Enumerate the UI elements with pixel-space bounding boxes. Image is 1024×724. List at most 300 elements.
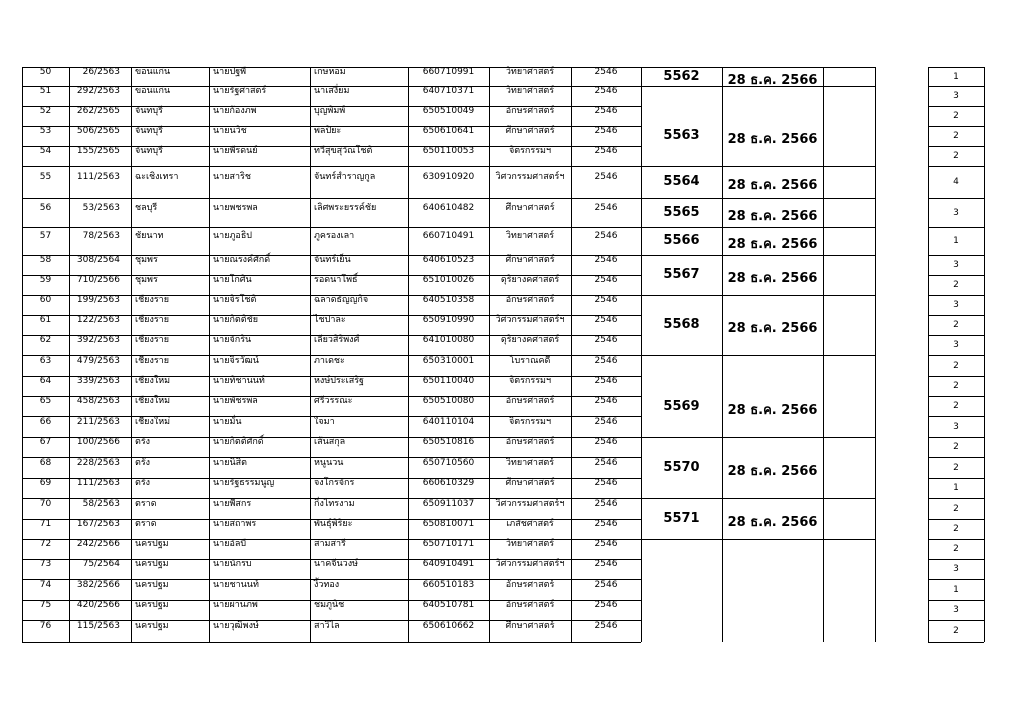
cell-count: 2 (953, 151, 959, 161)
cell-doc: 115/2563 (76, 621, 120, 631)
cell-count: 2 (953, 381, 959, 391)
cell-sid: 651010026 (422, 275, 475, 285)
cell-first: นายจิรวัฒน์ (213, 356, 259, 366)
count-row-line (928, 355, 984, 356)
cell-prov: จันทบุรี (135, 106, 163, 116)
cell-no: 53 (39, 126, 52, 136)
cell-no: 63 (39, 356, 52, 366)
group-number: 5563 (663, 128, 700, 143)
cell-first: นายอัลบี (213, 539, 247, 549)
cell-count: 2 (953, 131, 959, 141)
count-row-line (928, 315, 984, 316)
group-number: 5567 (663, 267, 700, 282)
count-row-line (928, 620, 984, 621)
cell-first: นายนวิช (213, 126, 247, 136)
cell-last: พันธุ์พิริยะ (314, 519, 353, 529)
cell-count: 2 (953, 626, 959, 636)
table-column-line (22, 67, 23, 642)
table-row-line (22, 227, 641, 228)
count-row-line (928, 335, 984, 336)
cell-doc: 382/2566 (76, 580, 120, 590)
cell-fac: วิศวกรรมศาสตร์ฯ (495, 559, 565, 569)
cell-prov: นครปฐม (135, 539, 169, 549)
cell-last: บุญพิมพ์ (314, 106, 346, 116)
group-row-line (641, 255, 875, 256)
cell-no: 71 (39, 519, 52, 529)
group-number: 5568 (663, 317, 700, 332)
cell-no: 68 (39, 458, 52, 468)
cell-year: 2546 (594, 172, 618, 182)
cell-fac: จิตรกรรมฯ (508, 417, 552, 427)
cell-prov: ตรัง (135, 437, 151, 447)
table-column-line (571, 67, 572, 642)
cell-fac: ศึกษาศาสตร์ (505, 621, 555, 631)
cell-first: นายมั่น (213, 417, 242, 427)
cell-prov: นครปฐม (135, 580, 169, 590)
cell-fac: วิทยาศาสตร์ (505, 231, 555, 241)
cell-sid: 650510816 (422, 437, 475, 447)
cell-count: 3 (953, 300, 959, 310)
table-column-line (489, 67, 490, 642)
cell-sid: 650110053 (422, 146, 475, 156)
cell-no: 74 (39, 580, 52, 590)
cell-sid: 650911037 (422, 499, 475, 509)
table-row-line (22, 166, 641, 167)
cell-year: 2546 (594, 335, 618, 345)
cell-last: ชมภูนิช (314, 600, 345, 610)
cell-no: 67 (39, 437, 52, 447)
cell-fac: อักษรศาสตร์ (505, 396, 555, 406)
cell-fac: เภสัชศาสตร์ (506, 519, 554, 529)
group-date: 28 ธ.ค. 2566 (727, 209, 818, 224)
cell-first: นายจิรโชติ (213, 295, 257, 305)
cell-no: 60 (39, 295, 52, 305)
table-column-line (310, 67, 311, 642)
cell-fac: วิทยาศาสตร์ (505, 458, 555, 468)
cell-last: ทวีสุขสุวัณโชติ (314, 146, 373, 156)
cell-year: 2546 (594, 539, 618, 549)
cell-fac: วิทยาศาสตร์ (505, 86, 555, 96)
cell-first: นายวุฒิพงษ์ (213, 621, 259, 631)
cell-fac: วิทยาศาสตร์ (505, 539, 555, 549)
cell-year: 2546 (594, 255, 618, 265)
cell-prov: ขอนแก่น (135, 67, 171, 77)
cell-no: 55 (39, 172, 52, 182)
cell-year: 2546 (594, 126, 618, 136)
cell-count: 3 (953, 422, 959, 432)
cell-fac: โบราณคดี (509, 356, 551, 366)
cell-year: 2546 (594, 417, 618, 427)
count-row-line (928, 166, 984, 167)
cell-no: 75 (39, 600, 52, 610)
cell-count: 1 (953, 236, 959, 246)
count-row-line (928, 295, 984, 296)
cell-no: 50 (39, 67, 52, 77)
cell-prov: เชียงใหม่ (135, 396, 171, 406)
cell-first: นายสาริช (213, 172, 251, 182)
cell-last: หนูนวน (314, 458, 344, 468)
cell-doc: 211/2563 (76, 417, 120, 427)
cell-no: 62 (39, 335, 52, 345)
cell-doc: 392/2563 (76, 335, 120, 345)
cell-last: เลิศพระยรรค์ชัย (314, 203, 377, 213)
cell-first: นายณรงค์ศักดิ์ (213, 255, 271, 265)
cell-year: 2546 (594, 559, 618, 569)
group-top-line (641, 67, 875, 68)
cell-no: 73 (39, 559, 52, 569)
cell-sid: 650510049 (422, 106, 475, 116)
count-row-line (928, 559, 984, 560)
cell-last: ภูครองเลา (314, 231, 355, 241)
cell-doc: 75/2564 (82, 559, 120, 569)
cell-last: เลียวสิริพงศ์ (314, 335, 360, 345)
cell-first: นายพัชรพล (213, 396, 258, 406)
table-column-line (131, 67, 132, 642)
cell-doc: 458/2563 (76, 396, 120, 406)
cell-sid: 650710560 (422, 458, 475, 468)
cell-doc: 228/2563 (76, 458, 120, 468)
cell-count: 1 (953, 585, 959, 595)
group-date: 28 ธ.ค. 2566 (727, 237, 818, 252)
group-date: 28 ธ.ค. 2566 (727, 271, 818, 286)
cell-no: 56 (39, 203, 52, 213)
cell-sid: 660510183 (422, 580, 475, 590)
count-row-line (928, 227, 984, 228)
cell-fac: ดุริยางคศาสตร์ (500, 335, 560, 345)
count-row-line (928, 416, 984, 417)
count-row-line (928, 376, 984, 377)
cell-last: สามสารี (314, 539, 346, 549)
cell-year: 2546 (594, 106, 618, 116)
cell-first: นายรัฐศาสตร์ (213, 86, 267, 96)
table-column-line (69, 67, 70, 642)
cell-first: นายปฐพี (213, 67, 247, 77)
cell-year: 2546 (594, 203, 618, 213)
cell-doc: 78/2563 (82, 231, 120, 241)
cell-sid: 650310001 (422, 356, 475, 366)
cell-prov: นครปฐม (135, 621, 169, 631)
count-row-line (928, 275, 984, 276)
cell-sid: 650510080 (422, 396, 475, 406)
group-number: 5571 (663, 511, 700, 526)
cell-doc: 339/2563 (76, 376, 120, 386)
cell-sid: 650610662 (422, 621, 475, 631)
cell-count: 2 (953, 544, 959, 554)
cell-prov: ชุมพร (135, 255, 158, 265)
cell-year: 2546 (594, 231, 618, 241)
cell-no: 59 (39, 275, 52, 285)
cell-first: นายกิตติชัย (213, 315, 258, 325)
cell-count: 2 (953, 463, 959, 473)
cell-sid: 630910920 (422, 172, 475, 182)
cell-first: นายนักรบ (213, 559, 252, 569)
cell-fac: ศึกษาศาสตร์ (505, 478, 555, 488)
cell-fac: อักษรศาสตร์ (505, 580, 555, 590)
cell-count: 4 (953, 177, 959, 187)
cell-count: 2 (953, 361, 959, 371)
count-row-line (928, 600, 984, 601)
cell-year: 2546 (594, 621, 618, 631)
count-row-line (928, 539, 984, 540)
table-column-line (408, 67, 409, 642)
cell-prov: ชลบุรี (135, 203, 158, 213)
cell-count: 2 (953, 280, 959, 290)
cell-sid: 650910990 (422, 315, 475, 325)
group-date: 28 ธ.ค. 2566 (727, 178, 818, 193)
cell-fac: ศึกษาศาสตร์ (505, 203, 555, 213)
count-row-line (928, 126, 984, 127)
cell-doc: 111/2563 (76, 478, 120, 488)
cell-last: จันทร์สำราญกูล (314, 172, 376, 182)
cell-doc: 479/2563 (76, 356, 120, 366)
cell-sid: 641010080 (422, 335, 475, 345)
count-row-line (928, 478, 984, 479)
cell-prov: เชียงราย (135, 356, 170, 366)
cell-sid: 660710491 (422, 231, 475, 241)
cell-no: 76 (39, 621, 52, 631)
cell-sid: 650810071 (422, 519, 475, 529)
cell-count: 3 (953, 605, 959, 615)
cell-prov: ชัยนาท (135, 231, 164, 241)
cell-doc: 262/2565 (76, 106, 120, 116)
cell-count: 3 (953, 91, 959, 101)
cell-last: ศรีวรรณะ (314, 396, 353, 406)
cell-fac: อักษรศาสตร์ (505, 295, 555, 305)
count-row-line (928, 579, 984, 580)
group-date: 28 ธ.ค. 2566 (727, 132, 818, 147)
cell-count: 2 (953, 442, 959, 452)
cell-fac: ศึกษาศาสตร์ (505, 126, 555, 136)
cell-year: 2546 (594, 275, 618, 285)
cell-year: 2546 (594, 396, 618, 406)
cell-doc: 53/2563 (82, 203, 120, 213)
cell-fac: อักษรศาสตร์ (505, 600, 555, 610)
cell-count: 3 (953, 340, 959, 350)
count-row-line (928, 642, 984, 643)
cell-doc: 122/2563 (76, 315, 120, 325)
cell-fac: จิตรกรรมฯ (508, 376, 552, 386)
group-date: 28 ธ.ค. 2566 (727, 73, 818, 88)
table-column-line (209, 67, 210, 642)
cell-prov: ฉะเชิงเทรา (135, 172, 179, 182)
count-row-line (928, 437, 984, 438)
cell-prov: ตราด (135, 519, 157, 529)
cell-sid: 660710991 (422, 67, 475, 77)
cell-prov: จันทบุรี (135, 126, 163, 136)
cell-fac: จิตรกรรมฯ (508, 146, 552, 156)
cell-first: นายผ่านภพ (213, 600, 258, 610)
table-row-line (22, 198, 641, 199)
cell-sid: 650710171 (422, 539, 475, 549)
cell-count: 2 (953, 524, 959, 534)
cell-sid: 640510358 (422, 295, 475, 305)
cell-year: 2546 (594, 437, 618, 447)
cell-fac: วิศวกรรมศาสตร์ฯ (495, 172, 565, 182)
group-row-line (641, 227, 875, 228)
cell-prov: เชียงใหม่ (135, 376, 171, 386)
group-row-line (641, 498, 875, 499)
cell-doc: 710/2566 (76, 275, 120, 285)
cell-last: ไชปาละ (314, 315, 346, 325)
cell-prov: นครปฐม (135, 600, 169, 610)
cell-year: 2546 (594, 478, 618, 488)
cell-count: 1 (953, 72, 959, 82)
cell-first: นายนิสิต (213, 458, 247, 468)
group-number: 5565 (663, 205, 700, 220)
cell-no: 52 (39, 106, 52, 116)
cell-last: พลปิยะ (314, 126, 342, 136)
cell-doc: 242/2566 (76, 539, 120, 549)
group-date: 28 ธ.ค. 2566 (727, 515, 818, 530)
cell-doc: 167/2563 (76, 519, 120, 529)
count-row-line (928, 198, 984, 199)
cell-doc: 420/2566 (76, 600, 120, 610)
cell-last: สาวิไล (314, 621, 340, 631)
group-number: 5570 (663, 460, 700, 475)
cell-no: 58 (39, 255, 52, 265)
count-row-line (928, 86, 984, 87)
group-row-line (641, 198, 875, 199)
cell-doc: 199/2563 (76, 295, 120, 305)
cell-doc: 100/2566 (76, 437, 120, 447)
cell-fac: ศึกษาศาสตร์ (505, 255, 555, 265)
cell-prov: เชียงราย (135, 295, 170, 305)
cell-count: 3 (953, 260, 959, 270)
cell-year: 2546 (594, 580, 618, 590)
group-row-line (641, 539, 875, 540)
cell-year: 2546 (594, 86, 618, 96)
cell-last: ใจมา (314, 417, 335, 427)
table-row-line (22, 642, 641, 643)
cell-doc: 111/2563 (76, 172, 120, 182)
cell-doc: 308/2564 (76, 255, 120, 265)
cell-no: 65 (39, 396, 52, 406)
cell-year: 2546 (594, 376, 618, 386)
cell-no: 64 (39, 376, 52, 386)
group-row-line (641, 295, 875, 296)
cell-year: 2546 (594, 499, 618, 509)
cell-fac: ดุริยางคศาสตร์ (500, 275, 560, 285)
cell-sid: 640710371 (422, 86, 475, 96)
count-row-line (928, 67, 984, 68)
cell-prov: ตรัง (135, 478, 151, 488)
cell-fac: อักษรศาสตร์ (505, 106, 555, 116)
cell-last: เส้นสกุล (314, 437, 346, 447)
cell-no: 61 (39, 315, 52, 325)
cell-count: 2 (953, 111, 959, 121)
cell-first: นายพีรดนย์ (213, 146, 258, 156)
cell-prov: ตรัง (135, 458, 151, 468)
cell-count: 1 (953, 483, 959, 493)
count-row-line (928, 396, 984, 397)
group-number: 5566 (663, 233, 700, 248)
cell-last: กิ่งไทรงาม (314, 499, 355, 509)
cell-fac: วิศวกรรมศาสตร์ฯ (495, 315, 565, 325)
cell-prov: ชุมพร (135, 275, 158, 285)
cell-no: 66 (39, 417, 52, 427)
cell-count: 2 (953, 320, 959, 330)
cell-fac: วิศวกรรมศาสตร์ฯ (495, 499, 565, 509)
cell-last: นาคจีนวงษ์ (314, 559, 359, 569)
cell-no: 69 (39, 478, 52, 488)
cell-sid: 640110104 (422, 417, 475, 427)
cell-prov: เชียงราย (135, 315, 170, 325)
count-row-line (928, 457, 984, 458)
cell-count: 3 (953, 208, 959, 218)
cell-sid: 640910491 (422, 559, 475, 569)
cell-first: นายรัฐธรรมนูญ (213, 478, 275, 488)
group-row-line (641, 166, 875, 167)
cell-sid: 660610329 (422, 478, 475, 488)
cell-fac: วิทยาศาสตร์ (505, 67, 555, 77)
cell-year: 2546 (594, 356, 618, 366)
cell-last: งิ้วทอง (314, 580, 340, 590)
cell-last: รอดนาโพธิ์ (314, 275, 358, 285)
cell-prov: ขอนแก่น (135, 86, 171, 96)
cell-first: นายพชรพล (213, 203, 258, 213)
count-row-line (928, 146, 984, 147)
group-date: 28 ธ.ค. 2566 (727, 321, 818, 336)
cell-first: นายภูอธิป (213, 231, 253, 241)
cell-first: นายทิชานนท์ (213, 376, 265, 386)
cell-doc: 26/2563 (82, 67, 120, 77)
cell-first: นายสถาพร (213, 519, 257, 529)
count-row-line (928, 519, 984, 520)
cell-first: นายพีสกร (213, 499, 252, 509)
cell-first: นายโกศิน (213, 275, 252, 285)
group-row-line (641, 437, 875, 438)
cell-year: 2546 (594, 67, 618, 77)
cell-prov: นครปฐม (135, 559, 169, 569)
cell-prov: ตราด (135, 499, 157, 509)
cell-doc: 58/2563 (82, 499, 120, 509)
cell-sid: 640610523 (422, 255, 475, 265)
count-row-line (928, 498, 984, 499)
cell-no: 57 (39, 231, 52, 241)
group-column-line (875, 67, 876, 642)
cell-doc: 506/2565 (76, 126, 120, 136)
cell-no: 54 (39, 146, 52, 156)
cell-count: 2 (953, 401, 959, 411)
count-row-line (928, 106, 984, 107)
group-date: 28 ธ.ค. 2566 (727, 464, 818, 479)
group-row-line (641, 355, 875, 356)
cell-last: เกษหอม (314, 67, 346, 77)
cell-prov: เชียงราย (135, 335, 170, 345)
cell-first: นายชานนท์ (213, 580, 259, 590)
cell-first: นายจักริน (213, 335, 252, 345)
cell-year: 2546 (594, 295, 618, 305)
cell-last: จงโกรจักร (314, 478, 355, 488)
group-number: 5562 (663, 69, 700, 84)
cell-year: 2546 (594, 146, 618, 156)
cell-doc: 155/2565 (76, 146, 120, 156)
cell-count: 3 (953, 564, 959, 574)
cell-year: 2546 (594, 519, 618, 529)
cell-last: นาเสงี่ยม (314, 86, 350, 96)
cell-year: 2546 (594, 458, 618, 468)
cell-no: 51 (39, 86, 52, 96)
group-number: 5564 (663, 174, 700, 189)
cell-last: หงษ์ประเสริฐ (314, 376, 365, 386)
group-date: 28 ธ.ค. 2566 (727, 403, 818, 418)
cell-first: นายก้องภพ (213, 106, 257, 116)
cell-sid: 650610641 (422, 126, 475, 136)
cell-prov: จันทบุรี (135, 146, 163, 156)
cell-fac: อักษรศาสตร์ (505, 437, 555, 447)
cell-first: นายกิตติศักดิ์ (213, 437, 264, 447)
count-column-line (984, 67, 985, 642)
